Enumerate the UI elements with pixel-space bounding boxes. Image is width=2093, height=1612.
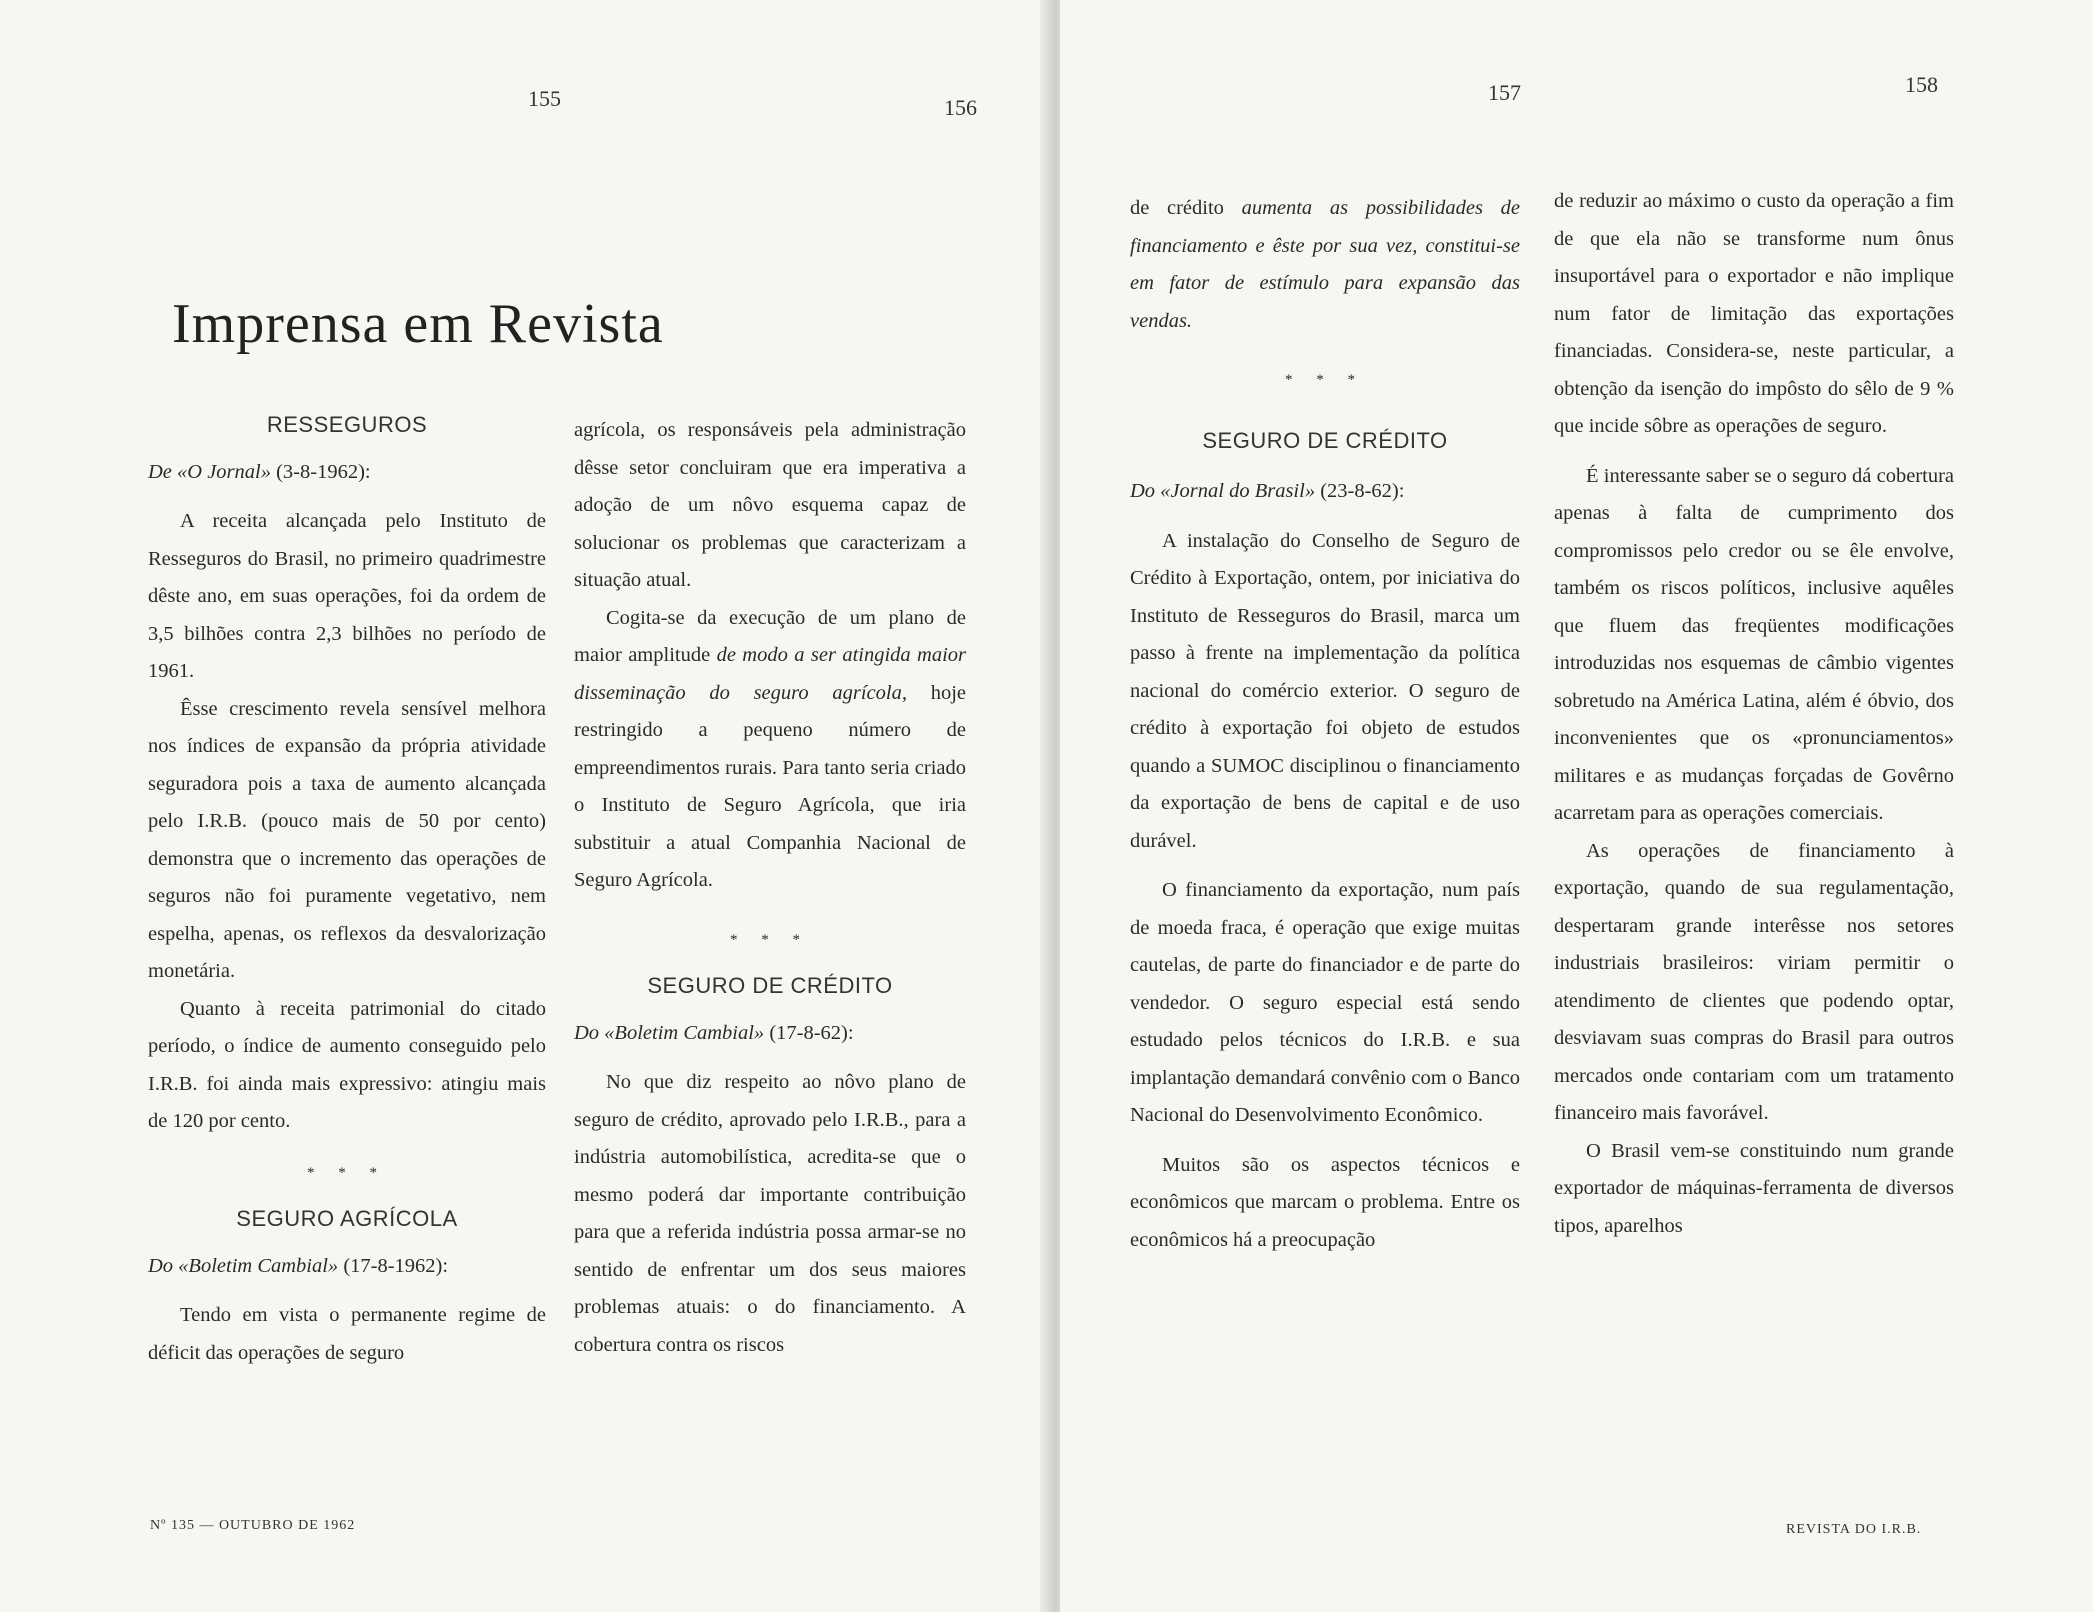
right-column-2 — [1554, 183, 1954, 1245]
paragraph: As operações de financiamento à exportação, quando de sua regulamentação, despertaram grande interêsse nos setores industriais brasileiros: viriam permitir o atendimento de clientes que podendo optar, desviavam suas compras do Brasil para outros mercados onde contariam com um tratamento financeiro mais favorável. — [1554, 839, 1954, 1124]
source-line — [1130, 473, 1520, 511]
heading-resseguros: RESSEGUROS — [266, 412, 428, 437]
page-number-156: 156 — [944, 95, 977, 120]
paragraph: de crédito aumenta as possibilidades de financiamento e êste por sua vez, constitui-se em fator de estímulo para expansão das vendas. — [1130, 197, 1521, 332]
section-divider: * * * — [307, 1164, 387, 1181]
paragraph: A instalação do Conselho de Seguro de Crédito à Exportação, ontem, por iniciativa do Instituto de Resseguros do Brasil, marca um passo à frente na implementação da política nacional do comércio exterior. O seguro de crédito à exportação foi objeto de estudos quando a SUMOC disciplinou o financiamento da exportação de bens de capital e de uso durável. — [1130, 529, 1520, 852]
emphasis: de modo a ser atingida maior disseminação do seguro agrícola, — [574, 644, 967, 704]
heading-seguro-agricola: SEGURO AGRÍCOLA — [236, 1206, 458, 1231]
section-divider: * * * — [730, 931, 810, 948]
source-date: (17-8-62): — [769, 1021, 854, 1044]
source-date: (23-8-62): — [1320, 480, 1405, 502]
page-number-155: 155 — [528, 86, 561, 111]
right-page — [1060, 0, 2093, 1612]
source-date: (3-8-1962): — [276, 460, 371, 483]
source-line — [148, 454, 546, 492]
paragraph: No que diz respeito ao nôvo plano de seguro de crédito, aprovado pelo I.R.B., para a indústria automobilística, acredita-se que o mesmo poderá dar importante contribuição para que a referida indústria possa armar-se no sentido de enfrentar um dos seus maiores problemas atuais: o do financiamento. A cobertura contra os riscos — [574, 1071, 966, 1356]
paragraph: Tendo em vista o permanente regime de déficit das operações de seguro — [148, 1304, 546, 1364]
paragraph: O Brasil vem-se constituindo num grande exportador de máquinas-ferramenta de diversos tipos, aparelhos — [1554, 1139, 1954, 1237]
paragraph: O financiamento da exportação, num país de moeda fraca, é operação que exige muitas cautelas, de parte do financiador e de parte do vendedor. O seguro especial está sendo estudado pelos técnicos do I.R.B. e sua implantação demandará convênio com o Banco Nacional do Desenvolvimento Econômico. — [1130, 879, 1520, 1126]
left-column-2 — [574, 412, 966, 1364]
heading-seguro-de-credito: SEGURO DE CRÉDITO — [647, 973, 893, 998]
paragraph: Muitos são os aspectos técnicos e econômicos que marcam o problema. Entre os econômicos há a preocupação — [1130, 1153, 1520, 1251]
source-name: De «O Jornal» — [148, 460, 271, 483]
page-number-157: 157 — [1488, 80, 1521, 105]
heading-seguro-de-credito: SEGURO DE CRÉDITO — [1202, 427, 1448, 453]
page-number-158: 158 — [1905, 72, 1938, 97]
left-column-1 — [148, 398, 546, 1372]
source-name: Do «Boletim Cambial» — [574, 1021, 765, 1044]
paragraph: agrícola, os responsáveis pela administração dêsse setor concluiram que era imperativa a adoção de um nôvo esquema capaz de solucionar os problemas que caracterizam a situação atual. — [574, 419, 966, 591]
page-footer: Nº 135 — OUTUBRO DE 1962 — [150, 1518, 356, 1533]
source-date: (17-8-1962): — [343, 1254, 449, 1277]
source-line — [148, 1248, 546, 1286]
source-name: Do «Boletim Cambial» — [148, 1254, 339, 1277]
page-footer: REVISTA DO I.R.B. — [1786, 1522, 1922, 1537]
section-title: Imprensa em Revista — [172, 293, 664, 355]
paragraph: Cogita-se da execução de um plano de maior amplitude de modo a ser atingida maior disseminação do seguro agrícola, hoje restringido a pequeno número de empreendimentos rurais. Para tanto seria criado o Instituto de Seguro Agrícola, que iria substituir a atual Companhia Nacional de Seguro Agrícola. — [574, 606, 967, 891]
paragraph: É interessante saber se o seguro dá cobertura apenas à falta de cumprimento dos compromissos pelo credor ou se êle envolve, também os riscos políticos, inclusive aquêles que fluem das freqüentes modificações introduzidas nos esquemas de câmbio vigentes sobretudo na América Latina, além é óbvio, dos inconvenientes que os «pronunciamentos» militares e as mudanças forçadas de Govêrno acarretam para as operações comerciais. — [1554, 464, 1954, 824]
section-divider: * * * — [1285, 372, 1365, 388]
source-line — [574, 1015, 966, 1053]
paragraph: A receita alcançada pelo Instituto de Resseguros do Brasil, no primeiro quadrimestre dêste ano, em suas operações, foi da ordem de 3,5 bilhões contra 2,3 bilhões no período de 1961. — [148, 510, 546, 682]
right-column-1 — [1130, 190, 1520, 1259]
emphasis: aumenta as possibilidades de financiamento e êste por sua vez, constitui-se em fator de estímulo para expansão das vendas. — [1130, 197, 1521, 332]
paragraph: Quanto à receita patrimonial do citado período, o índice de aumento conseguido pelo I.R.B. foi ainda mais expressivo: atingiu mais de 120 por cento. — [148, 997, 546, 1132]
paragraph: Êsse crescimento revela sensível melhora nos índices de expansão da própria atividade seguradora pois a taxa de aumento alcançada pelo I.R.B. (pouco mais de 50 por cento) demonstra que o incremento das operações de seguros não foi puramente vegetativo, nem espelha, apenas, os reflexos da desvalorização monetária. — [148, 697, 546, 982]
source-name: Do «Jornal do Brasil» — [1130, 480, 1316, 502]
paragraph: de reduzir ao máximo o custo da operação a fim de que ela não se transforme num ônus insuportável para o exportador e não implique num fator de limitação das exportações financiadas. Considera-se, neste particular, a obtenção da isenção do impôsto do sêlo de 9 % que incide sôbre as operações de seguro. — [1554, 190, 1954, 437]
